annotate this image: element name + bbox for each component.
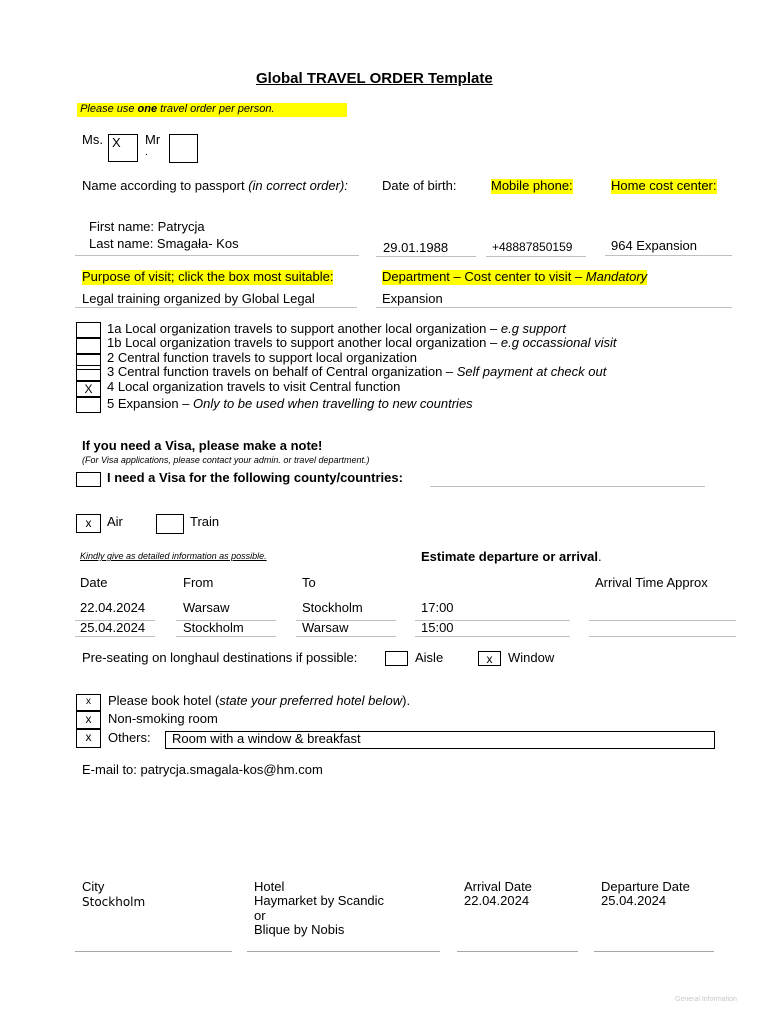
trip-row-2-time[interactable]: 15:00 [421, 620, 454, 635]
first-name-field[interactable]: First name: Patrycja [89, 219, 205, 234]
option-5-italic: Only to be used when travelling to new countries [193, 396, 473, 411]
option-1b-checkbox[interactable] [76, 338, 101, 354]
mobile-underline [486, 256, 586, 257]
notice-banner [77, 103, 347, 117]
department-field[interactable]: Expansion [382, 291, 443, 306]
book-hotel-checkbox[interactable]: x [76, 694, 101, 711]
trip-header-from: From [183, 575, 214, 590]
option-4-checkbox[interactable]: X [76, 381, 101, 397]
air-label: Air [107, 514, 123, 529]
stay-header-departure: Departure Date [601, 879, 690, 894]
row2-arrival-underline [589, 636, 736, 637]
option-1b-italic: e.g occassional visit [500, 335, 617, 350]
mr-checkbox[interactable] [169, 134, 198, 163]
stay-city[interactable]: Stockholm [82, 895, 146, 909]
department-label-italic: Mandatory [585, 269, 648, 284]
row2-from-underline [176, 636, 276, 637]
visa-countries-field[interactable] [430, 486, 705, 487]
book-hotel-label [108, 694, 410, 709]
option-1a-checkbox[interactable] [76, 322, 101, 338]
train-checkbox[interactable] [156, 514, 184, 534]
department-label [382, 270, 647, 285]
seating-label: Pre-seating on longhaul destinations if possible: [82, 650, 358, 665]
stay-departure[interactable]: 25.04.2024 [601, 893, 667, 908]
option-5-main: 5 Expansion – [107, 396, 194, 411]
non-smoking-label: Non-smoking room [108, 711, 218, 726]
notice-emph: one [137, 103, 158, 115]
detail-note: Kindly give as detailed information as possible. [80, 551, 267, 561]
others-label: Others: [108, 730, 151, 745]
classification-footer: General Information [675, 996, 737, 1003]
window-label: Window [508, 650, 555, 665]
stay-hotel-underline [247, 951, 440, 952]
others-checkbox[interactable]: x [76, 729, 101, 748]
visa-heading: If you need a Visa, please make a note! [82, 438, 323, 453]
trip-row-1-time[interactable]: 17:00 [421, 600, 454, 615]
purpose-underline [75, 307, 357, 308]
estimate-dot: . [598, 549, 602, 564]
visa-subnote: (For Visa applications, please contact your admin. or travel department.) [82, 455, 370, 465]
non-smoking-checkbox[interactable]: x [76, 711, 101, 729]
row2-date-underline [75, 636, 155, 637]
trip-row-1-to[interactable]: Stockholm [302, 600, 363, 615]
row2-time-underline [415, 636, 570, 637]
option-3-checkbox[interactable] [76, 365, 101, 381]
book-hotel-main: Please book hotel ( [108, 693, 220, 708]
home-cost-center-field[interactable]: 964 Expansion [611, 238, 698, 253]
ms-checkbox[interactable]: X [108, 134, 138, 162]
trip-header-to: To [302, 575, 316, 590]
trip-row-2-to[interactable]: Warsaw [302, 620, 349, 635]
stay-header-arrival: Arrival Date [464, 879, 532, 894]
department-label-main: Department – Cost center to visit – [382, 269, 586, 284]
department-underline [376, 307, 732, 308]
name-underline [75, 255, 359, 256]
option-3-italic: Self payment at check out [456, 364, 607, 379]
stay-hotel-line-2[interactable]: or [254, 908, 266, 923]
page-title: Global TRAVEL ORDER Template [256, 70, 493, 87]
stay-hotel-line-3[interactable]: Blique by Nobis [254, 922, 345, 937]
option-3-main: 3 Central function travels on behalf of Central organization – [107, 364, 457, 379]
row1-arrival-underline [589, 620, 736, 621]
book-hotel-italic: state your preferred hotel below [219, 693, 403, 708]
trip-row-2-date[interactable]: 25.04.2024 [80, 620, 146, 635]
purpose-field[interactable]: Legal training organized by Global Legal [82, 291, 315, 306]
option-1b-label [107, 336, 616, 351]
option-1b-main: 1b Local organization travels to support another local organization – [107, 335, 501, 350]
notice-after: travel order per person. [157, 103, 275, 115]
aisle-checkbox[interactable] [385, 651, 408, 666]
ms-label: Ms. [82, 132, 103, 147]
visa-checkbox[interactable] [76, 472, 101, 487]
dob-field[interactable]: 29.01.1988 [383, 240, 449, 255]
purpose-label: Purpose of visit; click the box most suitable: [82, 269, 334, 284]
trip-row-1-from[interactable]: Warsaw [183, 600, 230, 615]
mr-label: Mr [145, 132, 161, 147]
option-5-checkbox[interactable] [76, 397, 101, 413]
option-5-label [107, 397, 473, 412]
passport-name-italic: (in correct order): [248, 178, 348, 193]
notice-before: Please use [80, 103, 138, 115]
stay-city-underline [75, 951, 232, 952]
option-2-main: 2 Central function travels to support local organization [107, 350, 418, 365]
book-hotel-end: ). [402, 693, 411, 708]
stay-arrival-underline [457, 951, 578, 952]
home-cc-underline [605, 255, 732, 256]
option-1a-italic: e.g support [500, 321, 566, 336]
trip-row-1-date[interactable]: 22.04.2024 [80, 600, 146, 615]
stay-arrival[interactable]: 22.04.2024 [464, 893, 530, 908]
stay-header-hotel: Hotel [254, 879, 285, 894]
option-4-main: 4 Local organization travels to visit Central function [107, 379, 401, 394]
estimate-label [421, 550, 602, 565]
visa-label: I need a Visa for the following county/countries: [107, 470, 403, 485]
stay-header-city: City [82, 879, 105, 894]
last-name-field[interactable]: Last name: Smagała- Kos [89, 236, 239, 251]
trip-row-2-from[interactable]: Stockholm [183, 620, 244, 635]
passport-name-label [82, 179, 348, 194]
window-checkbox[interactable]: x [478, 651, 501, 666]
dob-label: Date of birth: [382, 178, 457, 193]
dob-underline [376, 256, 476, 257]
trip-header-date: Date [80, 575, 108, 590]
mobile-label: Mobile phone: [491, 178, 573, 193]
row2-to-underline [296, 636, 396, 637]
passport-name-main: Name according to passport [82, 178, 249, 193]
estimate-bold: Estimate departure or arrival [421, 549, 599, 564]
mr-dot: . [145, 147, 148, 158]
stay-hotel-line-1[interactable]: Haymarket by Scandic [254, 893, 385, 908]
trip-header-arrival: Arrival Time Approx [595, 575, 708, 590]
air-checkbox[interactable]: x [76, 514, 101, 533]
mobile-field[interactable]: +48887850159 [492, 240, 573, 254]
others-field[interactable]: Room with a window & breakfast [165, 731, 715, 749]
home-cost-center-label: Home cost center: [611, 178, 717, 193]
option-4-label [107, 380, 400, 395]
train-label: Train [190, 514, 220, 529]
option-1a-main: 1a Local organization travels to support another local organization – [107, 321, 501, 336]
aisle-label: Aisle [415, 650, 444, 665]
stay-departure-underline [594, 951, 714, 952]
option-3-label [107, 365, 606, 380]
email-line[interactable]: E-mail to: patrycja.smagala-kos@hm.com [82, 762, 323, 777]
